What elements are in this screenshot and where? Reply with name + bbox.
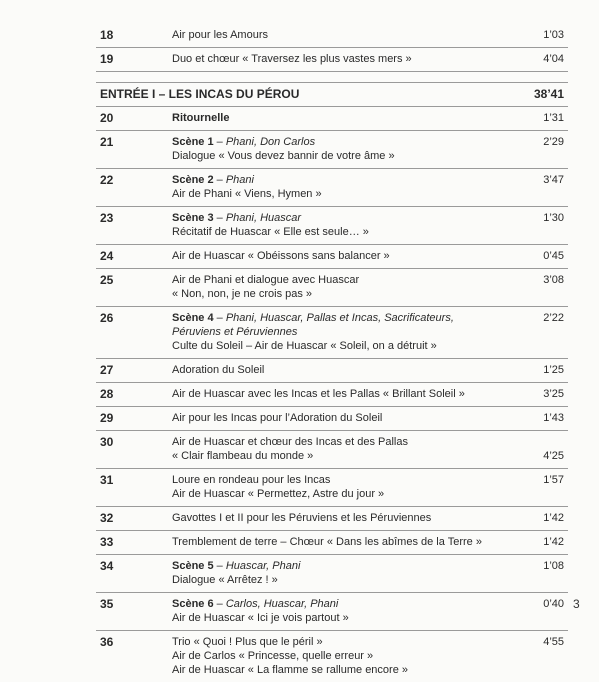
track-number: 36 (100, 635, 114, 649)
track-row-26 (96, 307, 568, 359)
track-line: Tremblement de terre – Chœur « Dans les abîmes de la Terre » (172, 536, 482, 548)
track-line: Air de Phani « Viens, Hymen » (172, 188, 322, 200)
track-line: Air de Huascar avec les Incas et les Pallas « Brillant Soleil » (172, 388, 465, 400)
scene-roles: Phani, Don Carlos (225, 136, 316, 148)
track-duration: 2’29 (543, 136, 564, 148)
track-duration: 0’45 (543, 250, 564, 262)
track-line: Air de Carlos « Princesse, quelle erreur » (172, 650, 374, 662)
scene-label: Scène 5 (172, 560, 214, 572)
track-description: Scène 4 – Phani, Huascar, Pallas et Incas, Sacrificateurs, Péruviens et Péruviennes Culte du Soleil – Air de Huascar « Soleil, on a détruit » (172, 311, 516, 353)
tracklist (96, 24, 568, 682)
scene-roles-continued: Péruviens et Péruviennes (172, 326, 298, 338)
track-duration: 1’42 (543, 536, 564, 548)
track-number: 28 (100, 387, 114, 401)
track-number: 29 (100, 411, 114, 425)
track-line: Air de Huascar « Permettez, Astre du jour » (172, 488, 385, 500)
track-description (172, 249, 516, 263)
track-duration: 1’30 (543, 212, 564, 224)
track-row-28 (96, 383, 568, 407)
track-row-27 (96, 359, 568, 383)
track-duration: 1’31 (543, 112, 564, 124)
track-line: Duo et chœur « Traversez les plus vastes mers » (172, 53, 412, 65)
scene-roles: Huascar, Phani (225, 560, 301, 572)
track-description (172, 535, 516, 549)
track-description (172, 473, 516, 501)
track-duration: 1’42 (543, 512, 564, 524)
track-row-21 (96, 131, 568, 169)
track-number: 20 (100, 111, 114, 125)
track-duration: 4’04 (543, 53, 564, 65)
track-row-29 (96, 407, 568, 431)
scene-label: Scène 1 (172, 136, 214, 148)
track-row-35 (96, 593, 568, 631)
track-line: Air de Huascar « Ici je vois partout » (172, 612, 349, 624)
track-duration: 4’55 (543, 636, 564, 648)
track-row-20 (96, 107, 568, 131)
track-description: Scène 6 – Carlos, Huascar, Phani Air de Huascar « Ici je vois partout » (172, 597, 516, 625)
track-duration: 1’43 (543, 412, 564, 424)
track-row-31 (96, 469, 568, 507)
track-description (172, 363, 516, 377)
scene-roles: Phani (225, 174, 254, 186)
track-duration: 3’47 (543, 174, 564, 186)
track-duration: 4’25 (543, 450, 564, 462)
track-line: Air de Huascar « La flamme se rallume encore » (172, 664, 408, 676)
track-description (172, 28, 516, 42)
track-row-24 (96, 245, 568, 269)
track-description (172, 411, 516, 425)
section-duration: 38’41 (533, 87, 564, 101)
track-line: Adoration du Soleil (172, 364, 265, 376)
track-duration: 1’25 (543, 364, 564, 376)
scene-roles: Phani, Huascar, Pallas et Incas, Sacrificateurs, (225, 312, 454, 324)
track-row-23 (96, 207, 568, 245)
track-description (172, 111, 516, 125)
track-description: Scène 3 – Phani, Huascar Récitatif de Huascar « Elle est seule… » (172, 211, 516, 239)
track-number: 30 (100, 435, 114, 449)
track-title: Ritournelle (172, 112, 230, 124)
track-duration: 2’22 (543, 312, 564, 324)
section-title: ENTRÉE I – LES INCAS DU PÉROU (100, 87, 300, 101)
track-number: 31 (100, 473, 114, 487)
track-number: 21 (100, 135, 114, 149)
track-duration: 0’40 (543, 598, 564, 610)
track-description (172, 435, 516, 463)
track-description (172, 387, 516, 401)
track-row-30 (96, 431, 568, 469)
track-row-33 (96, 531, 568, 555)
track-duration: 3’08 (543, 274, 564, 286)
track-duration: 1’03 (543, 29, 564, 41)
track-row-22 (96, 169, 568, 207)
track-line: Trio « Quoi ! Plus que le péril » (172, 636, 323, 648)
track-line: Culte du Soleil – Air de Huascar « Soleil, on a détruit » (172, 340, 437, 352)
scene-label: Scène 3 (172, 212, 214, 224)
track-line: « Clair flambeau du monde » (172, 450, 314, 462)
track-number: 24 (100, 249, 114, 263)
track-number: 18 (100, 28, 114, 42)
track-description: Scène 5 – Huascar, Phani Dialogue « Arrêtez ! » (172, 559, 516, 587)
track-description (172, 52, 516, 66)
track-number: 22 (100, 173, 114, 187)
track-description: Scène 2 – Phani Air de Phani « Viens, Hymen » (172, 173, 516, 201)
section-heading (96, 82, 568, 107)
track-line: Air de Phani et dialogue avec Huascar (172, 274, 360, 286)
track-line: Gavottes I et II pour les Péruviens et les Péruviennes (172, 512, 432, 524)
track-line: Dialogue « Arrêtez ! » (172, 574, 278, 586)
track-row-32 (96, 507, 568, 531)
track-line: Air de Huascar « Obéissons sans balancer » (172, 250, 390, 262)
track-number: 33 (100, 535, 114, 549)
track-line: Air pour les Incas pour l’Adoration du Soleil (172, 412, 383, 424)
track-row-19 (96, 48, 568, 72)
scene-label: Scène 6 (172, 598, 214, 610)
track-row-25 (96, 269, 568, 307)
scene-roles: Carlos, Huascar, Phani (225, 598, 339, 610)
track-duration: 1’57 (543, 474, 564, 486)
track-row-36 (96, 631, 568, 682)
track-duration: 3’25 (543, 388, 564, 400)
track-line: Loure en rondeau pour les Incas (172, 474, 331, 486)
track-line: « Non, non, je ne crois pas » (172, 288, 313, 300)
track-description (172, 273, 516, 301)
track-line: Air de Huascar et chœur des Incas et des Pallas (172, 436, 408, 448)
track-number: 25 (100, 273, 114, 287)
track-number: 19 (100, 52, 114, 66)
track-line: Récitatif de Huascar « Elle est seule… » (172, 226, 369, 238)
track-row-18 (96, 24, 568, 48)
track-description: Scène 1 – Phani, Don Carlos Dialogue « Vous devez bannir de votre âme » (172, 135, 516, 163)
track-number: 27 (100, 363, 114, 377)
track-row-34 (96, 555, 568, 593)
page-number: 3 (573, 597, 580, 611)
scene-label: Scène 4 (172, 312, 214, 324)
track-number: 23 (100, 211, 114, 225)
track-number: 35 (100, 597, 114, 611)
track-description (172, 635, 516, 677)
scene-label: Scène 2 (172, 174, 214, 186)
track-number: 26 (100, 311, 114, 325)
scene-roles: Phani, Huascar (225, 212, 302, 224)
track-duration: 1’08 (543, 560, 564, 572)
track-line: Dialogue « Vous devez bannir de votre âme » (172, 150, 395, 162)
track-line: Air pour les Amours (172, 29, 268, 41)
track-number: 32 (100, 511, 114, 525)
track-number: 34 (100, 559, 114, 573)
track-description (172, 511, 516, 525)
